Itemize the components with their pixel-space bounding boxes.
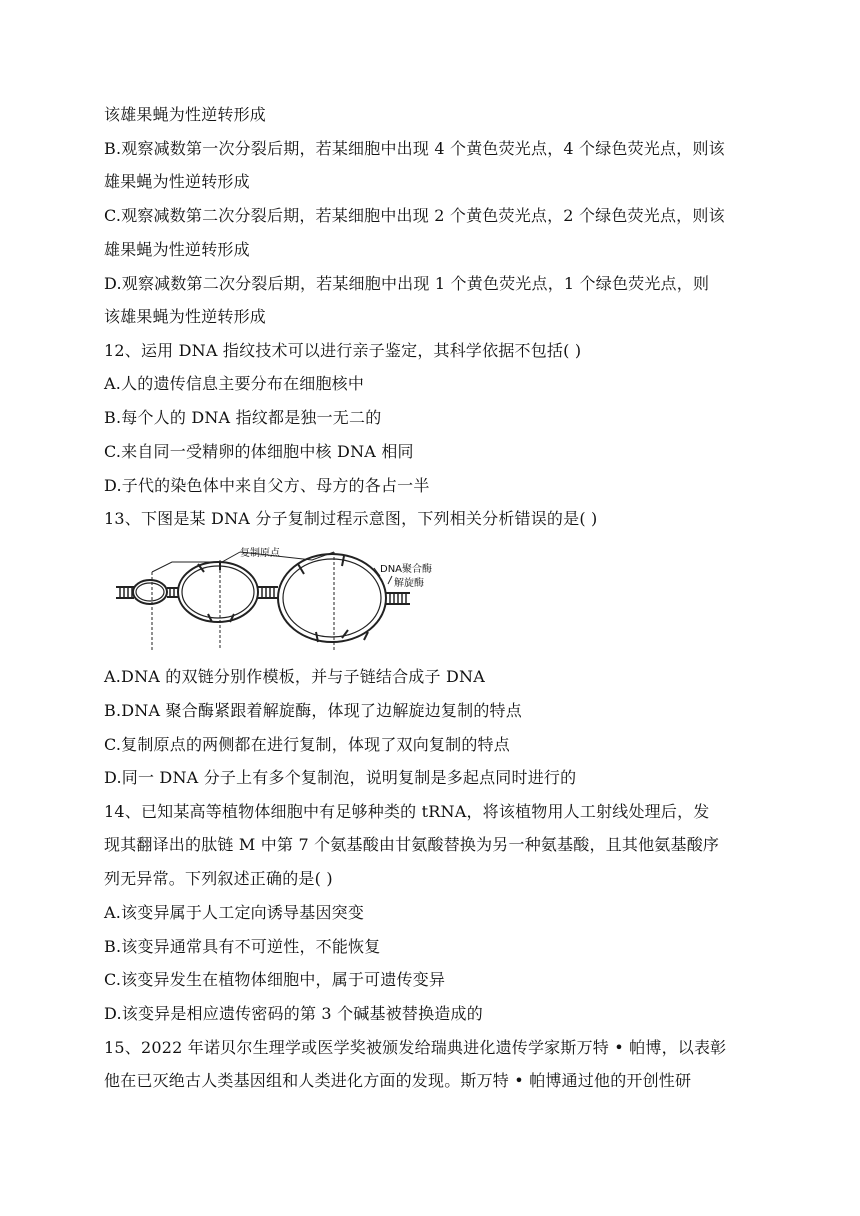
text-line: 他在已灭绝古人类基因组和人类进化方面的发现。斯万特 • 帕博通过他的开创性研 — [104, 1071, 692, 1090]
text-line: 列无异常。下列叙述正确的是( ) — [104, 869, 333, 888]
question-15: 15、2022 年诺贝尔生理学或医学奖被颁发给瑞典进化遗传学家斯万特 • 帕博，以表彰 — [104, 1038, 727, 1057]
question-14: 14、已知某高等植物体细胞中有足够种类的 tRNA，将该植物用人工射线处理后，发 — [104, 802, 710, 821]
text-line: 现其翻译出的肽链 M 中第 7 个氨基酸由甘氨酸替换为另一种氨基酸，且其他氨基酸序 — [104, 835, 720, 854]
question-13: 13、下图是某 DNA 分子复制过程示意图，下列相关分析错误的是( ) — [104, 509, 598, 528]
label-replication-origin: 复制原点 — [240, 548, 280, 559]
q13-option-c: C.复制原点的两侧都在进行复制，体现了双向复制的特点 — [104, 735, 510, 754]
q14-option-c: C.该变异发生在植物体细胞中，属于可遗传变异 — [104, 970, 446, 989]
q12-option-b: B.每个人的 DNA 指纹都是独一无二的 — [104, 408, 382, 427]
dna-double-strand-right — [386, 593, 410, 604]
q12-option-c: C.来自同一受精卵的体细胞中核 DNA 相同 — [104, 442, 414, 461]
label-helicase: 解旋酶 — [394, 578, 424, 589]
q14-option-a: A.该变异属于人工定向诱导基因突变 — [104, 903, 365, 922]
dna-double-strand-connector — [167, 588, 178, 597]
dna-replication-diagram — [112, 546, 448, 652]
question-12: 12、运用 DNA 指纹技术可以进行亲子鉴定，其科学依据不包括( ) — [104, 341, 582, 360]
q13-option-a: A.DNA 的双链分别作模板，并与子链结合成子 DNA — [104, 667, 485, 686]
replication-bubble-medium — [178, 562, 258, 622]
text-line: 雄果蝇为性逆转形成 — [104, 172, 250, 191]
option-b-line: B.观察减数第一次分裂后期，若某细胞中出现 4 个黄色荧光点，4 个绿色荧光点，则该 — [104, 139, 725, 158]
text-line: 该雄果蝇为性逆转形成 — [104, 307, 267, 326]
dna-double-strand-connector — [258, 587, 278, 598]
label-dna-polymerase: DNA聚合酶 — [380, 564, 433, 575]
q13-option-b: B.DNA 聚合酶紧跟着解旋酶，体现了边解旋边复制的特点 — [104, 701, 522, 720]
option-d-line: D.观察减数第二次分裂后期，若某细胞中出现 1 个黄色荧光点，1 个绿色荧光点，则 — [104, 274, 710, 293]
q13-option-d: D.同一 DNA 分子上有多个复制泡，说明复制是多起点同时进行的 — [104, 768, 577, 787]
dna-double-strand-left — [116, 587, 134, 598]
q12-option-d: D.子代的染色体中来自父方、母方的各占一半 — [104, 476, 430, 495]
option-c-line: C.观察减数第二次分裂后期，若某细胞中出现 2 个黄色荧光点，2 个绿色荧光点，则该 — [104, 206, 725, 225]
q12-option-a: A.人的遗传信息主要分布在细胞核中 — [104, 374, 365, 393]
q14-option-d: D.该变异是相应遗传密码的第 3 个碱基被替换造成的 — [104, 1004, 483, 1023]
text-line: 雄果蝇为性逆转形成 — [104, 240, 250, 259]
text-line: 该雄果蝇为性逆转形成 — [104, 105, 267, 124]
replication-bubble-small — [133, 580, 167, 604]
q14-option-b: B.该变异通常具有不可逆性，不能恢复 — [104, 937, 381, 956]
replication-bubble-large — [278, 554, 386, 642]
